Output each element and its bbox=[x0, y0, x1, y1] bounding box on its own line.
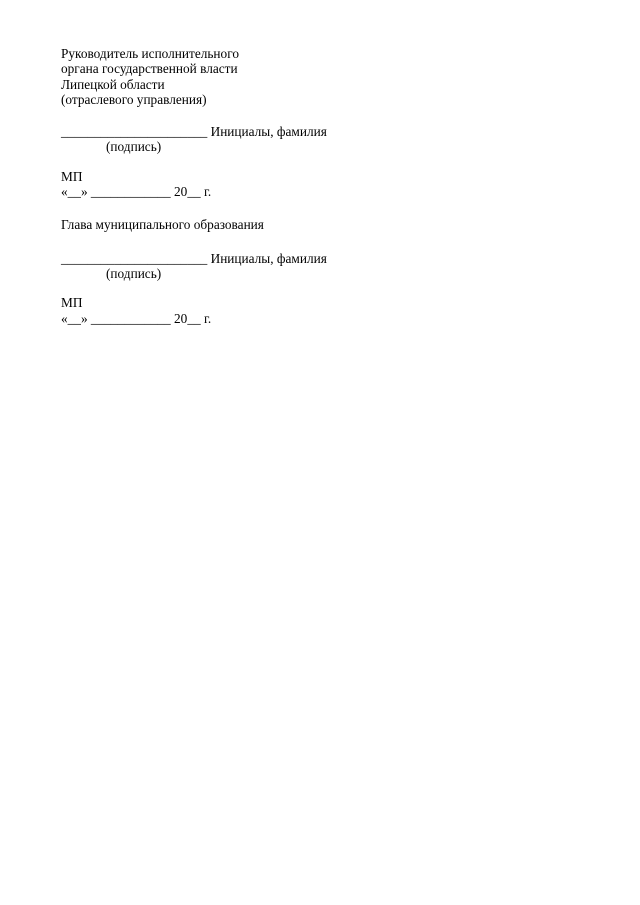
date-line: «__» ____________ 20__ г. bbox=[61, 310, 212, 326]
signature-line: ______________________ Инициалы, фамилия bbox=[61, 124, 327, 140]
official-title-block bbox=[61, 46, 601, 107]
date-line: «__» ____________ 20__ г. bbox=[61, 184, 212, 200]
signature-sublabel: (подпись) bbox=[106, 139, 162, 155]
spacer bbox=[61, 199, 601, 217]
second-signature-block bbox=[61, 251, 601, 326]
signature-line: ______________________ Инициалы, фамилия bbox=[61, 250, 327, 266]
first-signature-block bbox=[61, 124, 601, 199]
document-page bbox=[61, 46, 601, 326]
official-title-line-4: (отраслевого управления) bbox=[61, 91, 207, 107]
spacer bbox=[61, 155, 601, 169]
spacer bbox=[61, 233, 601, 251]
official-title-line-1: Руководитель исполнительного bbox=[61, 46, 239, 61]
signature-sublabel: (подпись) bbox=[106, 265, 162, 281]
municipal-title: Глава муниципального образования bbox=[61, 217, 264, 233]
stamp-label: МП bbox=[61, 295, 83, 311]
spacer bbox=[61, 281, 601, 295]
stamp-label: МП bbox=[61, 168, 83, 184]
spacer bbox=[61, 107, 601, 124]
official-title-line-2: органа государственной власти bbox=[61, 61, 238, 77]
official-title-line-3: Липецкой области bbox=[61, 76, 165, 92]
